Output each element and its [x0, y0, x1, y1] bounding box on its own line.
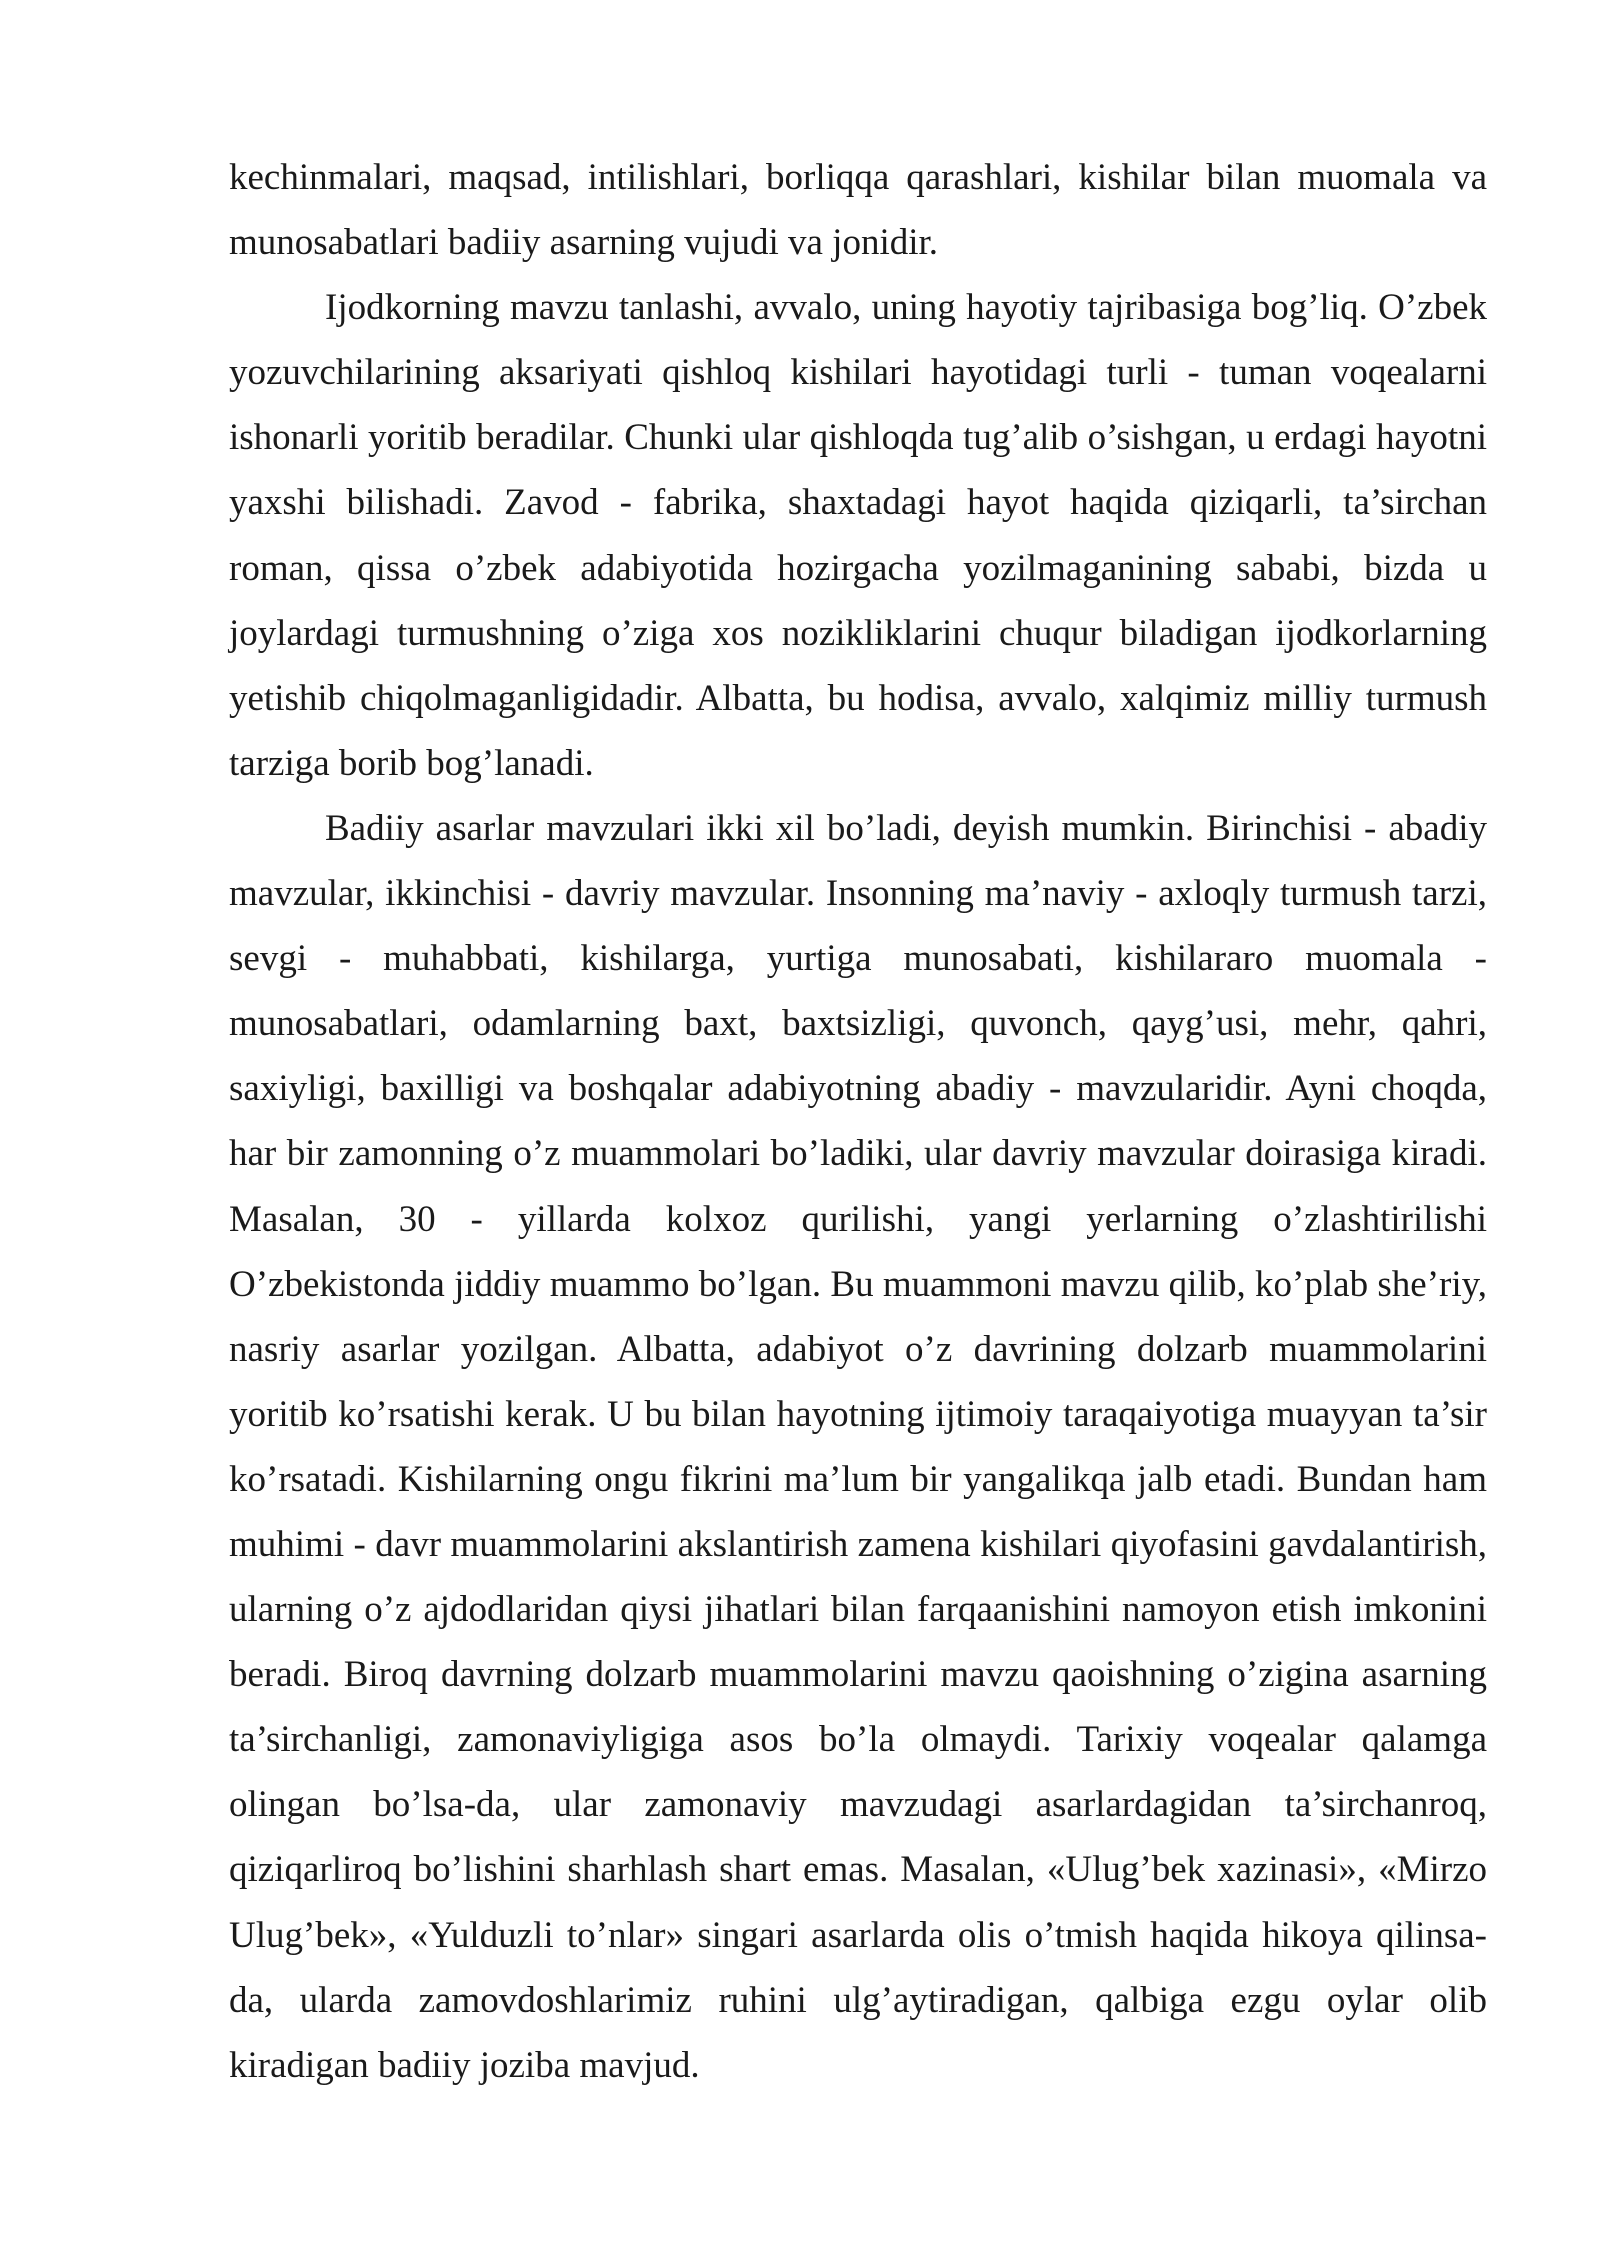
- paragraph-3: Badiiy asarlar mavzulari ikki xil bo’ladi, deyish mumkin. Birinchisi - abadiy mavzular, ikkinchisi - davriy mavzular. Insonning ma’naviy - axloqly turmush tarzi, sevgi - muhabbati, kishilarga, yurtiga munosabati, kishilararo muomala - munosabatlari, odamlarning baxt, baxtsizligi, quvonch, qayg’usi, mehr, qahri, saxiyligi, baxilligi va boshqalar adabiyotning abadiy - mavzularidir. Ayni choqda, har bir zamonning o’z muammolari bo’ladiki, ular davriy mavzular doirasiga kiradi. Masalan, 30 - yillarda kolxoz qurilishi, yangi yerlarning o’zlashtirilishi O’zbekistonda jiddiy muammo bo’lgan. Bu muammoni mavzu qilib, ko’plab she’riy, nasriy asarlar yozilgan. Albatta, adabiyot o’z davrining dolzarb muammolarini yoritib ko’rsatishi kerak. U bu bilan hayotning ijtimoiy taraqaiyotiga muayyan ta’sir ko’rsatadi. Kishilarning ongu fikrini ma’lum bir yangalikqa jalb etadi. Bundan ham muhimi - davr muammolarini akslantirish zamena kishilari qiyofasini gavdalantirish, ularning o’z ajdodlaridan qiysi jihatlari bilan farqaanishini namoyon etish imkonini beradi. Biroq davrning dolzarb muammolarini mavzu qaoishning o’zigina asarning ta’sirchanligi, zamonaviyligiga asos bo’la olmaydi. Tarixiy voqealar qalamga olingan bo’lsa-da, ular zamonaviy mavzudagi asarlardagidan ta’sirchanroq, qiziqarliroq bo’lishini sharhlash shart emas. Masalan, «Ulug’bek xazinasi», «Mirzo Ulug’bek», «Yulduzli to’nlar» singari asarlarda olis o’tmish haqida hikoya qilinsa-da, ularda zamovdoshlarimiz ruhini ulg’aytiradigan, qalbiga ezgu oylar olib kiradigan badiiy joziba mavjud.: [229, 807, 1487, 2086]
- paragraph-1: kechinmalari, maqsad, intilishlari, borliqqa qarashlari, kishilar bilan muomala va munosabatlari badiiy asarning vujudi va jonidir.: [229, 157, 1487, 264]
- paragraph-2: Ijodkorning mavzu tanlashi, avvalo, uning hayotiy tajribasiga bog’liq. O’zbek yozuvchilarining aksariyati qishloq kishilari hayotidagi turli - tuman voqealarni ishonarli yoritib beradilar. Chunki ular qishloqda tug’alib o’sishgan, u erdagi hayotni yaxshi bilishadi. Zavod - fabrika, shaxtadagi hayot haqida qiziqarli, ta’sirchan roman, qissa o’zbek adabiyotida hozirgacha yozilmaganining sababi, bizda u joylardagi turmushning o’ziga xos nozikliklarini chuqur biladigan ijodkorlarning yetishib chiqolmaganligidadir. Albatta, bu hodisa, avvalo, xalqimiz milliy turmush tarziga borib bog’lanadi.: [229, 287, 1487, 784]
- document-body: [229, 145, 1487, 2098]
